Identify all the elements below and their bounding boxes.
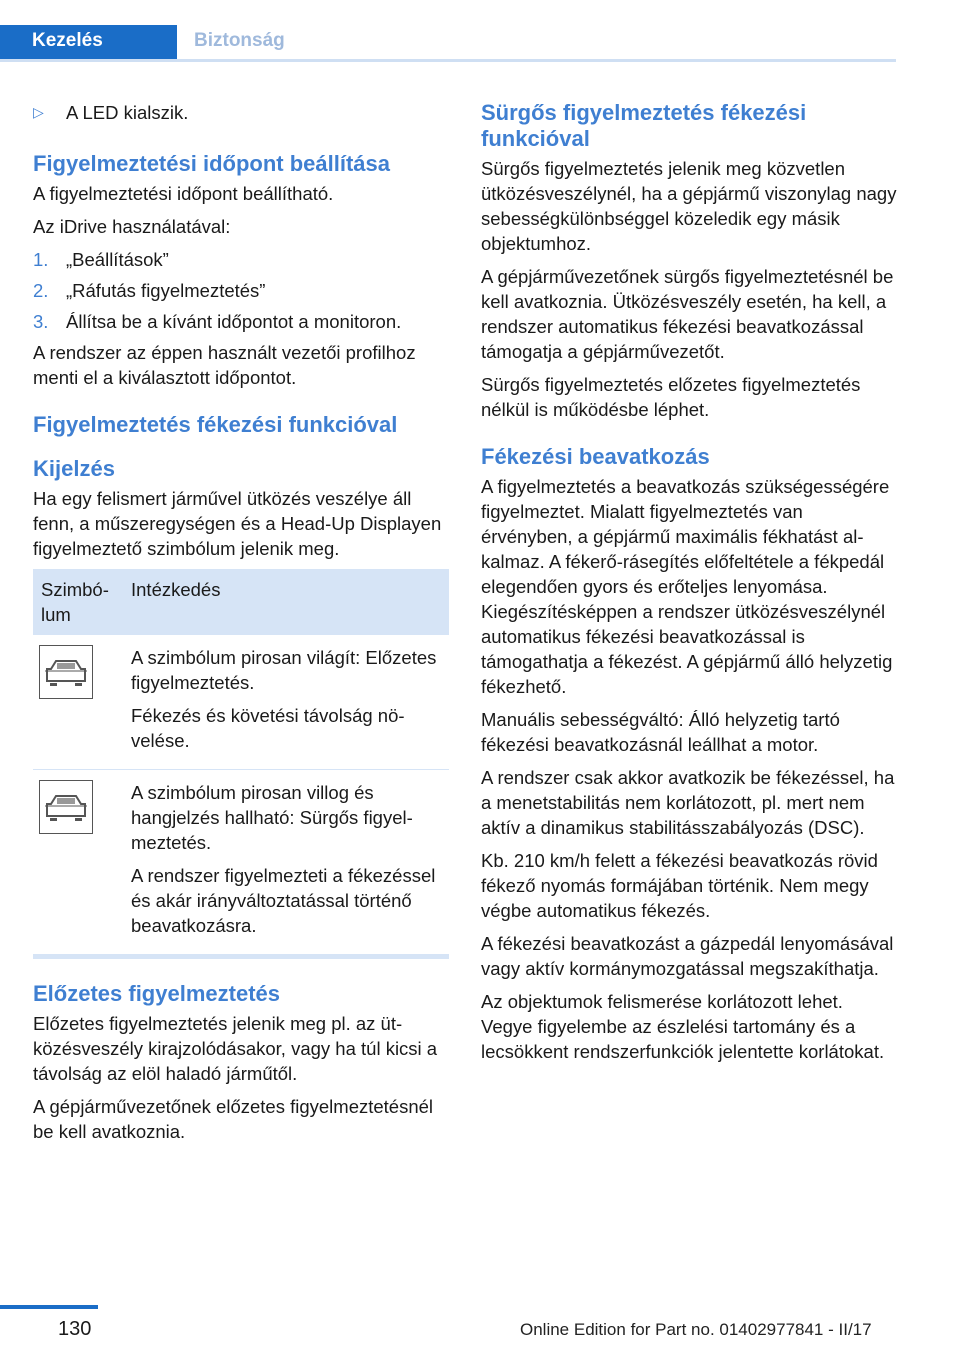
page-number: 130	[58, 1318, 92, 1340]
paragraph: Sürgős figyelmeztetés jelenik meg közvetlen ütközésveszélynél, ha a gépjármű viszonylag nagy sebességkülönbséggel közeledik egy másik objektumhoz.	[481, 158, 897, 254]
tab-underline	[0, 59, 896, 62]
tab-bar	[0, 25, 301, 61]
bullet-item	[33, 100, 449, 125]
triangle-bullet-icon: ▷	[33, 104, 44, 120]
heading-brake-intervention: Fékezési beavatkozás	[481, 444, 710, 469]
heading-warning-time: Figyelmeztetési időpont beállítása	[33, 151, 390, 176]
tab-kezeles[interactable]: Kezelés	[0, 25, 177, 61]
paragraph: A figyelmeztetés a beavatkozás szükségességére figyelmeztet. Mialatt figyelmeztetés van érvényben, a gépjármű maximális fékhatást alkalmaz. A fékerő-rásegítés előfeltétele a fékpedál elegendően gyors és erőteljes lenyomása. Kiegészítésképpen a rendszer ütközésveszélynél automatikus fékezési beavatkozással is támogathatja a fékezést. A gépjármű álló helyzetig fékezhető.	[481, 476, 893, 697]
paragraph: Manuális sebességváltó: Álló helyzetig tartó fékezési beavatkozásnál leállhat a motor.	[481, 709, 840, 755]
list-item	[33, 278, 449, 303]
edition-note: Online Edition for Part no. 01402977841 - II/17	[520, 1320, 872, 1339]
table-row	[33, 635, 449, 770]
step-number: 3.	[33, 311, 49, 332]
paragraph: Sürgős figyelmeztetés előzetes figyelmeztetés nélkül is működésbe léphet.	[481, 374, 861, 420]
paragraph: A fékezési beavatkozást a gázpedál lenyomásával vagy aktív kormánymozgatással megszakíthatja.	[481, 933, 894, 979]
paragraph: A figyelmeztetési időpont beállítható.	[33, 183, 334, 204]
table-header-symbol: Szimbólum	[33, 569, 123, 635]
heading-display: Kijelzés	[33, 456, 115, 481]
paragraph: A gépjárművezetőnek sürgős figyelmeztetésnél be kell avatkoznia. Ütközésveszély esetén, ha kell, a rendszer automatikus fékezési beavatkozással támogatja a gépjárművezetőt.	[481, 266, 894, 362]
step-text: Állítsa be a kívánt időpontot a monitoron.	[66, 311, 402, 332]
paragraph: A rendszer az éppen használt vezetői profilhoz menti el a kiválasztott időpontot.	[33, 342, 416, 388]
car-warning-icon	[39, 645, 93, 699]
paragraph: Előzetes figyelmeztetés jelenik meg pl. az ütközésveszély kirajzolódásakor, vagy ha túl kicsi a távolság az elöl haladó járműtől.	[33, 1013, 438, 1084]
heading-urgent-warning: Sürgős figyelmeztetés fékezési funkcióval	[481, 100, 807, 151]
right-column	[481, 100, 897, 1072]
symbol-table	[33, 569, 449, 954]
table-row	[33, 770, 449, 955]
list-item	[33, 247, 449, 272]
cell-text: A rendszer figyelmezteti a fékezéssel és akár irányváltoztatással történő beavatkozásra.	[131, 865, 436, 936]
table-bottom-rule	[33, 954, 449, 959]
table-header-action: Intézkedés	[123, 569, 449, 635]
paragraph: Az objektumok felismerése korlátozott lehet. Vegye figyelembe az észlelési tartomány és a lecsökkent rendszerfunkciók jelentette korlátokat.	[481, 991, 885, 1062]
paragraph: Ha egy felismert járművel ütközés veszélye áll fenn, a műszeregységen és a Head-Up Displayen figyelmeztető szimbólum jelenik meg.	[33, 488, 442, 559]
step-text: „Ráfutás figyelmeztetés”	[66, 280, 266, 301]
heading-brake-warning: Figyelmeztetés fékezési funkcióval	[33, 412, 398, 437]
footer-rule	[0, 1305, 98, 1309]
paragraph: A gépjárművezetőnek előzetes figyelmeztetésnél be kell avatkoznia.	[33, 1096, 434, 1142]
steps-list	[33, 247, 449, 334]
step-number: 1.	[33, 249, 49, 270]
left-column	[33, 100, 449, 1152]
tab-biztonsag[interactable]: Biztonság	[194, 30, 285, 51]
list-item	[33, 309, 449, 334]
cell-text: Fékezés és követési távolság növelése.	[131, 705, 405, 751]
paragraph: Kb. 210 km/h felett a fékezési beavatkozás rövid fékező nyomás formájában történik. Nem megy végbe automatikus fékezés.	[481, 850, 878, 921]
cell-text: A szimbólum pirosan világít: Előzetes figyelmeztetés.	[131, 647, 437, 693]
step-number: 2.	[33, 280, 49, 301]
step-text: „Beállítások”	[66, 249, 169, 270]
bullet-text: A LED kialszik.	[66, 102, 189, 123]
paragraph: A rendszer csak akkor avatkozik be fékezéssel, ha a menetstabilitás nem korlátozott, pl. mert nem aktív a dinamikus stabilitásszabályozás (DSC).	[481, 767, 895, 838]
car-warning-icon	[39, 780, 93, 834]
heading-pre-warning: Előzetes figyelmeztetés	[33, 981, 280, 1006]
paragraph: Az iDrive használatával:	[33, 216, 231, 237]
cell-text: A szimbólum pirosan villog és hangjelzés hallható: Sürgős figyelmeztetés.	[131, 782, 413, 853]
